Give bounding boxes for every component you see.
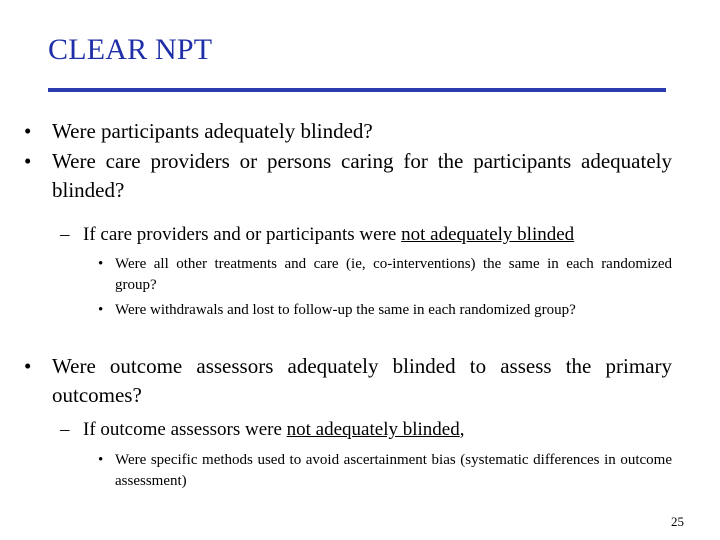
slide-title: CLEAR NPT — [48, 33, 213, 66]
item-withdrawals — [98, 300, 672, 321]
sub-bullet-text-underlined: not adequately blinded — [401, 224, 575, 245]
title-underline-rule — [48, 88, 666, 92]
sub-bullet-outcome-assessors — [60, 418, 672, 442]
sub-bullet-text-underlined: not adequately blinded — [286, 419, 460, 440]
bullet-text: Were outcome assessors adequately blinded to assess the primary outcomes? — [52, 354, 672, 407]
bullet-marker: • — [98, 452, 104, 468]
bullet-participants-blinded — [24, 117, 672, 146]
bullet-marker: • — [24, 149, 32, 173]
page-number: 25 — [671, 514, 684, 529]
bullet-text: Were care providers or persons caring for the participants adequately blinded? — [52, 149, 672, 202]
sub-bullet-text-prefix: If care providers and or participants were — [83, 224, 402, 245]
bullet-text: Were participants adequately blinded? — [52, 119, 373, 143]
sub-bullet-care-providers — [60, 223, 672, 247]
bullet-outcome-assessors-blinded — [24, 352, 672, 410]
bullet-marker: • — [24, 119, 32, 143]
item-co-interventions — [98, 254, 672, 296]
sub-bullet-text-suffix: , — [459, 419, 465, 440]
item-ascertainment-bias — [98, 450, 672, 492]
item-text: Were all other treatments and care (ie, co-interventions) the same in each randomized group? — [115, 256, 672, 293]
bullet-care-providers-blinded — [24, 147, 672, 205]
bullet-marker: • — [98, 256, 104, 272]
item-text: Were withdrawals and lost to follow-up the same in each randomized group? — [115, 302, 576, 318]
sub-bullet-text-prefix: If outcome assessors were — [83, 419, 287, 440]
bullet-marker: • — [98, 302, 104, 318]
dash-marker: – — [60, 224, 70, 245]
dash-marker: – — [60, 419, 70, 440]
item-text: Were specific methods used to avoid ascertainment bias (systematic differences in outcome assessment) — [115, 452, 672, 489]
bullet-marker: • — [24, 354, 32, 378]
